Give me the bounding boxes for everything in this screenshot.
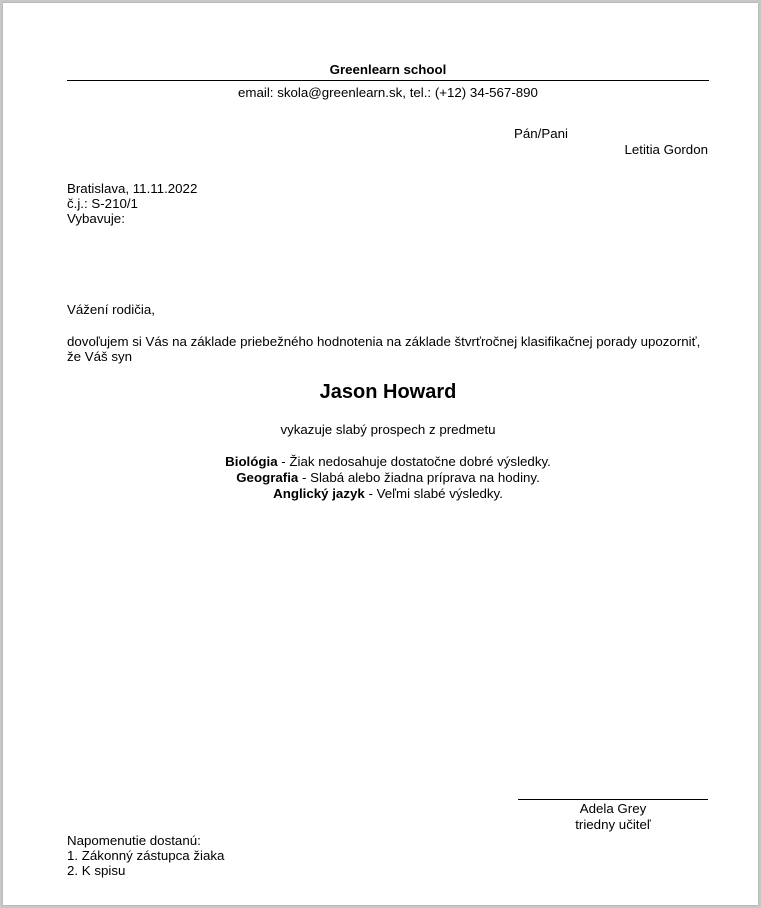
subject-row <box>67 470 709 486</box>
recipient-name: Letitia Gordon <box>624 142 708 157</box>
school-contact: email: skola@greenlearn.sk, tel.: (+12) 34-567-890 <box>238 85 538 100</box>
letter-page <box>3 3 758 905</box>
recipient-salutation: Pán/Pani <box>514 126 568 141</box>
signature-line <box>518 799 708 800</box>
distribution-title: Napomenutie dostanú: <box>67 833 201 848</box>
subject-name: Anglický jazyk <box>273 486 365 501</box>
student-name: Jason Howard <box>319 381 457 403</box>
greeting: Vážení rodičia, <box>67 302 155 317</box>
place-date: Bratislava, 11.11.2022 <box>67 181 198 196</box>
subject-row <box>67 486 709 502</box>
statement: vykazuje slabý prospech z predmetu <box>280 422 496 437</box>
reference-number: č.j.: S-210/1 <box>67 196 138 211</box>
signature-role: triedny učiteľ <box>575 817 651 832</box>
handled-by: Vybavuje: <box>67 211 125 226</box>
subject-row <box>67 454 709 470</box>
subject-name: Geografia <box>236 470 299 485</box>
school-name: Greenlearn school <box>329 62 447 77</box>
intro-line-1: dovoľujem si Vás na základe priebežného hodnotenia na základe štvrťročnej klasifikačnej porady upozorniť, <box>67 334 701 349</box>
subject-name: Biológia <box>225 454 278 469</box>
distribution-item: 2. K spisu <box>67 863 126 878</box>
distribution-item: 1. Zákonný zástupca žiaka <box>67 848 225 863</box>
subject-list <box>67 454 709 502</box>
subject-note: - Žiak nedosahuje dostatočne dobré výsledky. <box>277 454 551 469</box>
signature-name: Adela Grey <box>579 801 647 816</box>
subject-note: - Veľmi slabé výsledky. <box>364 486 503 501</box>
intro-line-2: že Váš syn <box>67 349 133 364</box>
header-divider <box>67 80 709 81</box>
subject-note: - Slabá alebo žiadna príprava na hodiny. <box>298 470 540 485</box>
